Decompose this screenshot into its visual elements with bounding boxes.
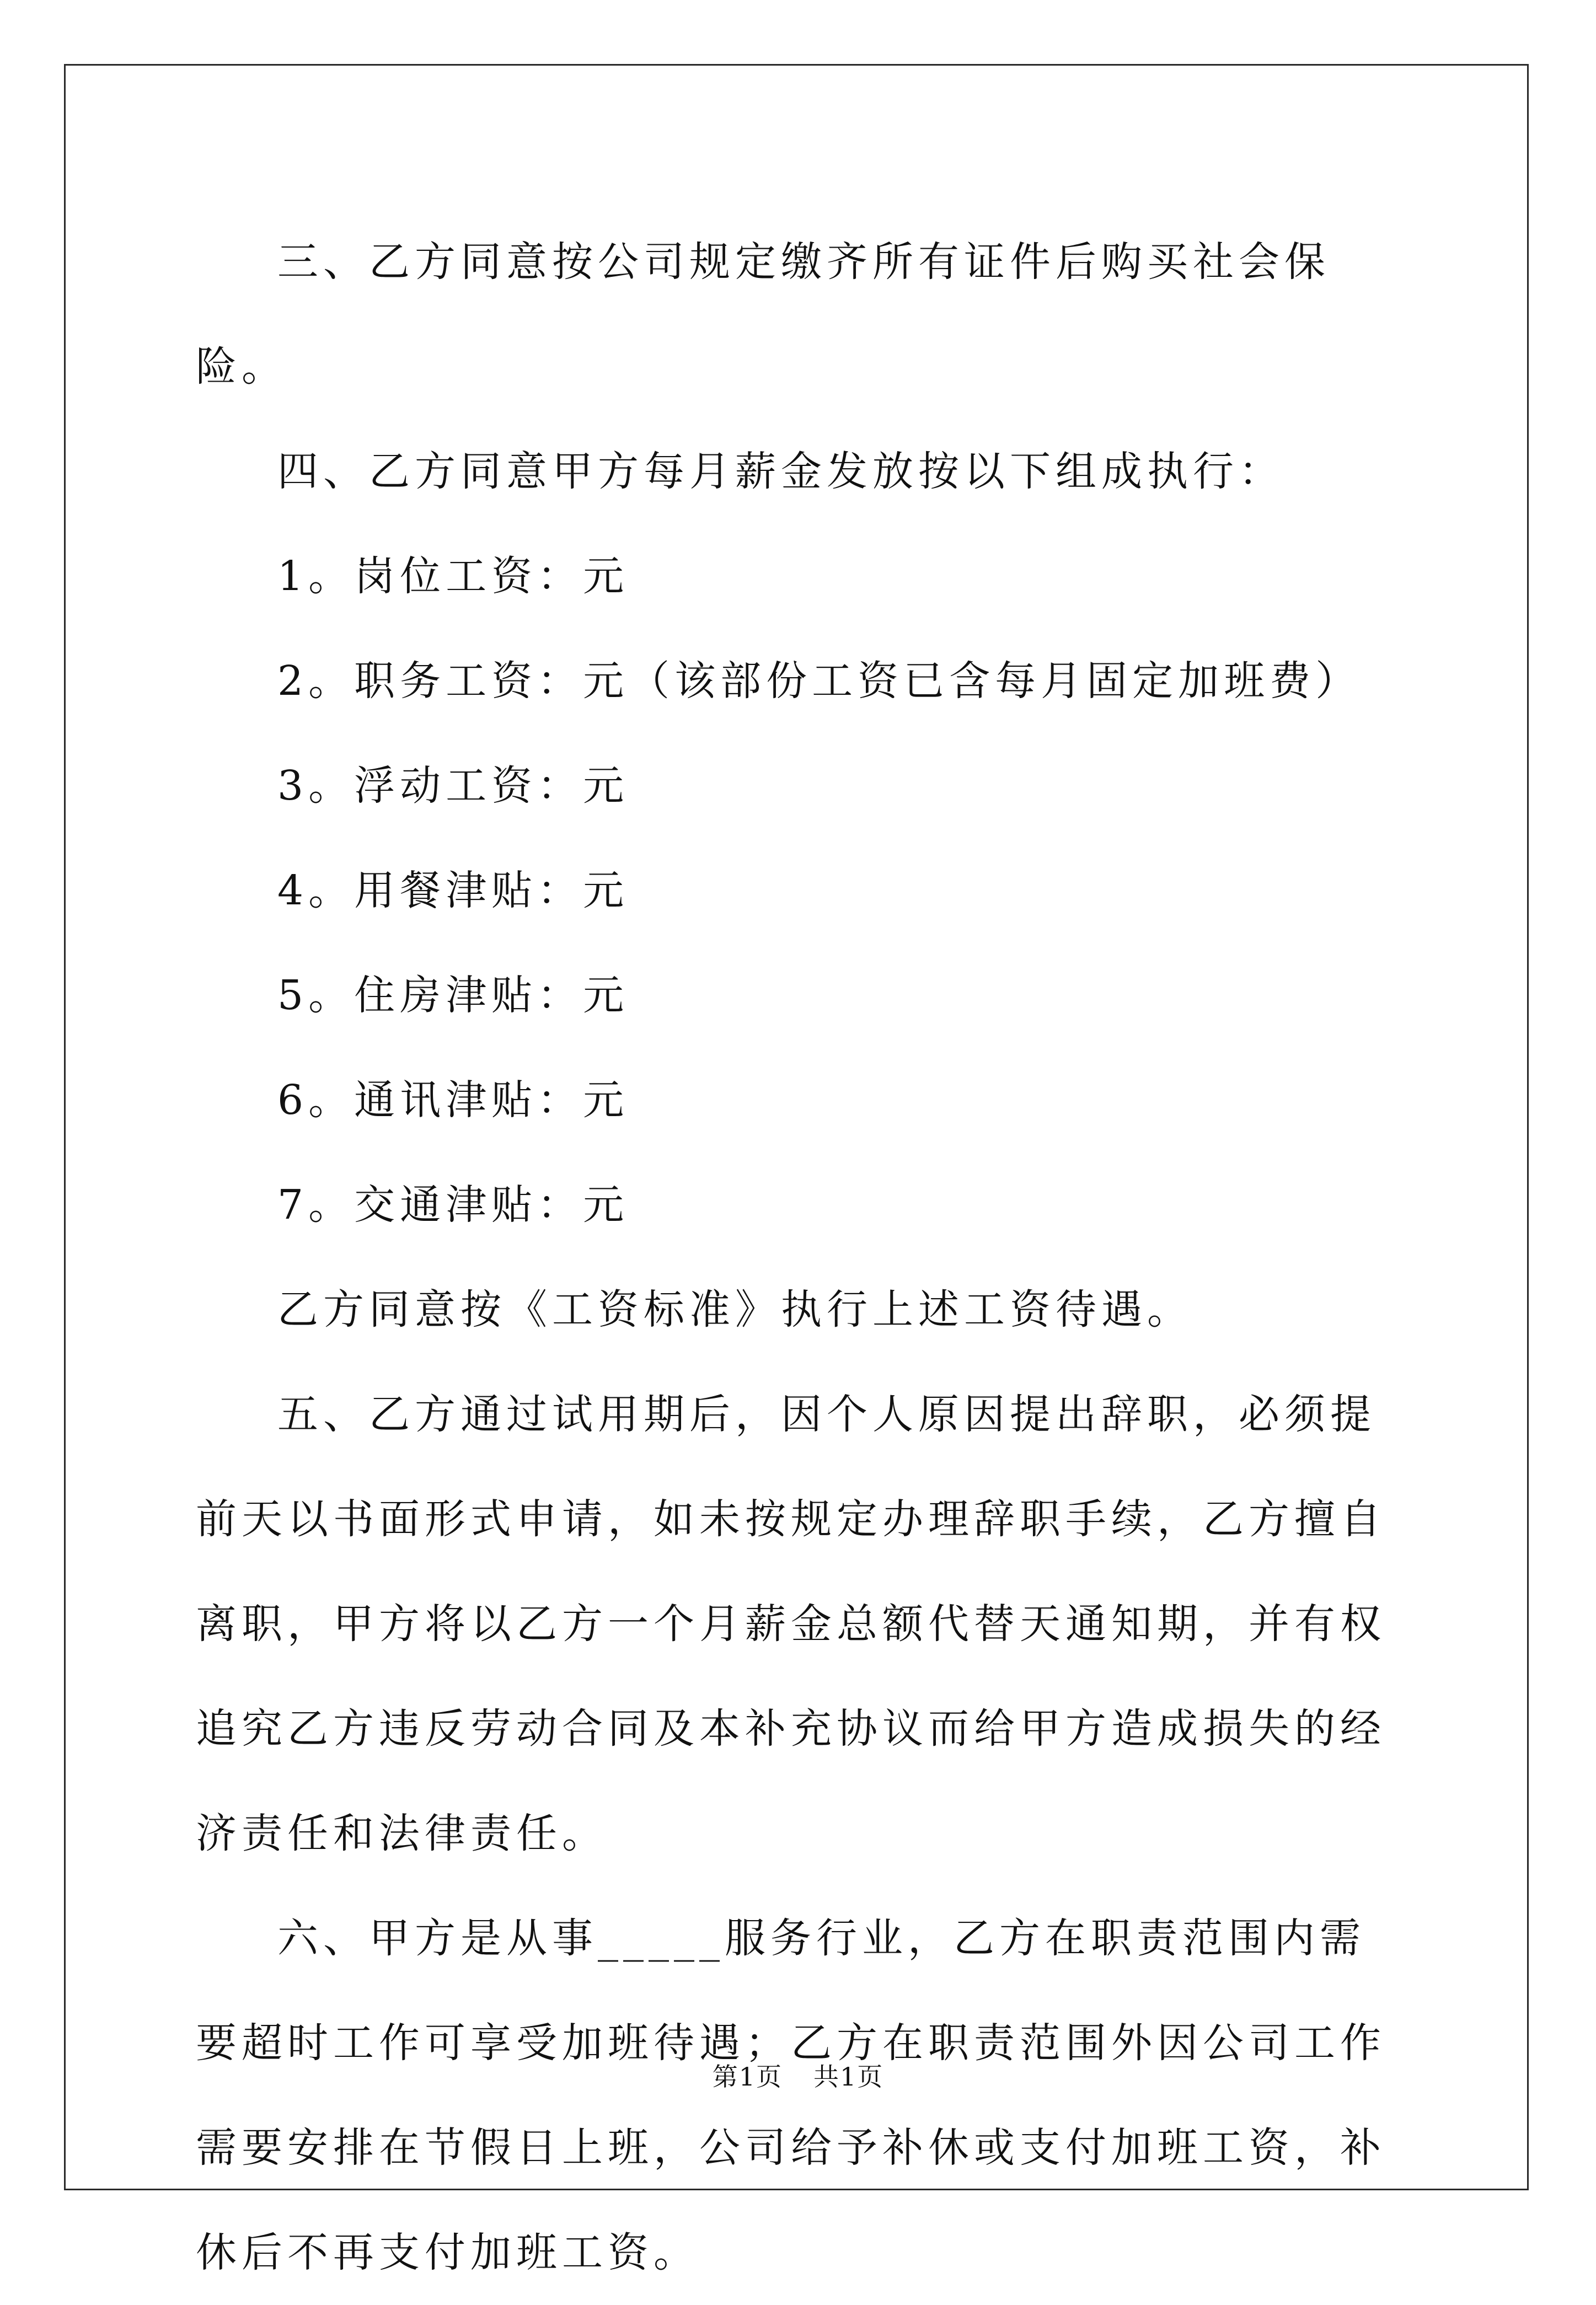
document-body xyxy=(196,210,1404,2305)
page-number: 第1页 xyxy=(712,2062,783,2092)
clause-5-paragraph: 五、乙方通过试用期后，因个人原因提出辞职，必须提前天以书面形式申请，如未按规定办理辞职手续，乙方擅自离职，甲方将以乙方一个月薪金总额代替天通知期，并有权追究乙方违反劳动合同及本补充协议而给甲方造成损失的经济责任和法律责任。 xyxy=(196,1391,1386,1857)
salary-item-4: 4。用餐津贴：元 xyxy=(277,867,629,914)
page-total: 共1页 xyxy=(813,2062,884,2092)
salary-item-1: 1。岗位工资：元 xyxy=(277,553,629,600)
clause-6-paragraph: 六、甲方是从事_____服务行业，乙方在职责范围内需要超时工作可享受加班待遇；乙方在职责范围外因公司工作需要安排在节假日上班，公司给予补休或支付加班工资，补休后不再支付加班工资。 xyxy=(196,1915,1386,2276)
page-footer xyxy=(0,2057,1596,2093)
salary-item-5: 5。住房津贴：元 xyxy=(277,972,629,1019)
clause-3-paragraph: 三、乙方同意按公司规定缴齐所有证件后购买社会保险。 xyxy=(196,238,1330,390)
salary-standard-paragraph: 乙方同意按《工资标准》执行上述工资待遇。 xyxy=(277,1286,1193,1333)
salary-item-6: 6。通讯津贴：元 xyxy=(277,1076,629,1124)
salary-item-3: 3。浮动工资：元 xyxy=(277,762,629,810)
salary-item-7: 7。交通津贴：元 xyxy=(277,1181,629,1229)
clause-4-paragraph: 四、乙方同意甲方每月薪金发放按以下组成执行： xyxy=(277,448,1284,495)
salary-item-2: 2。职务工资：元（该部份工资已含每月固定加班费） xyxy=(277,657,1362,705)
